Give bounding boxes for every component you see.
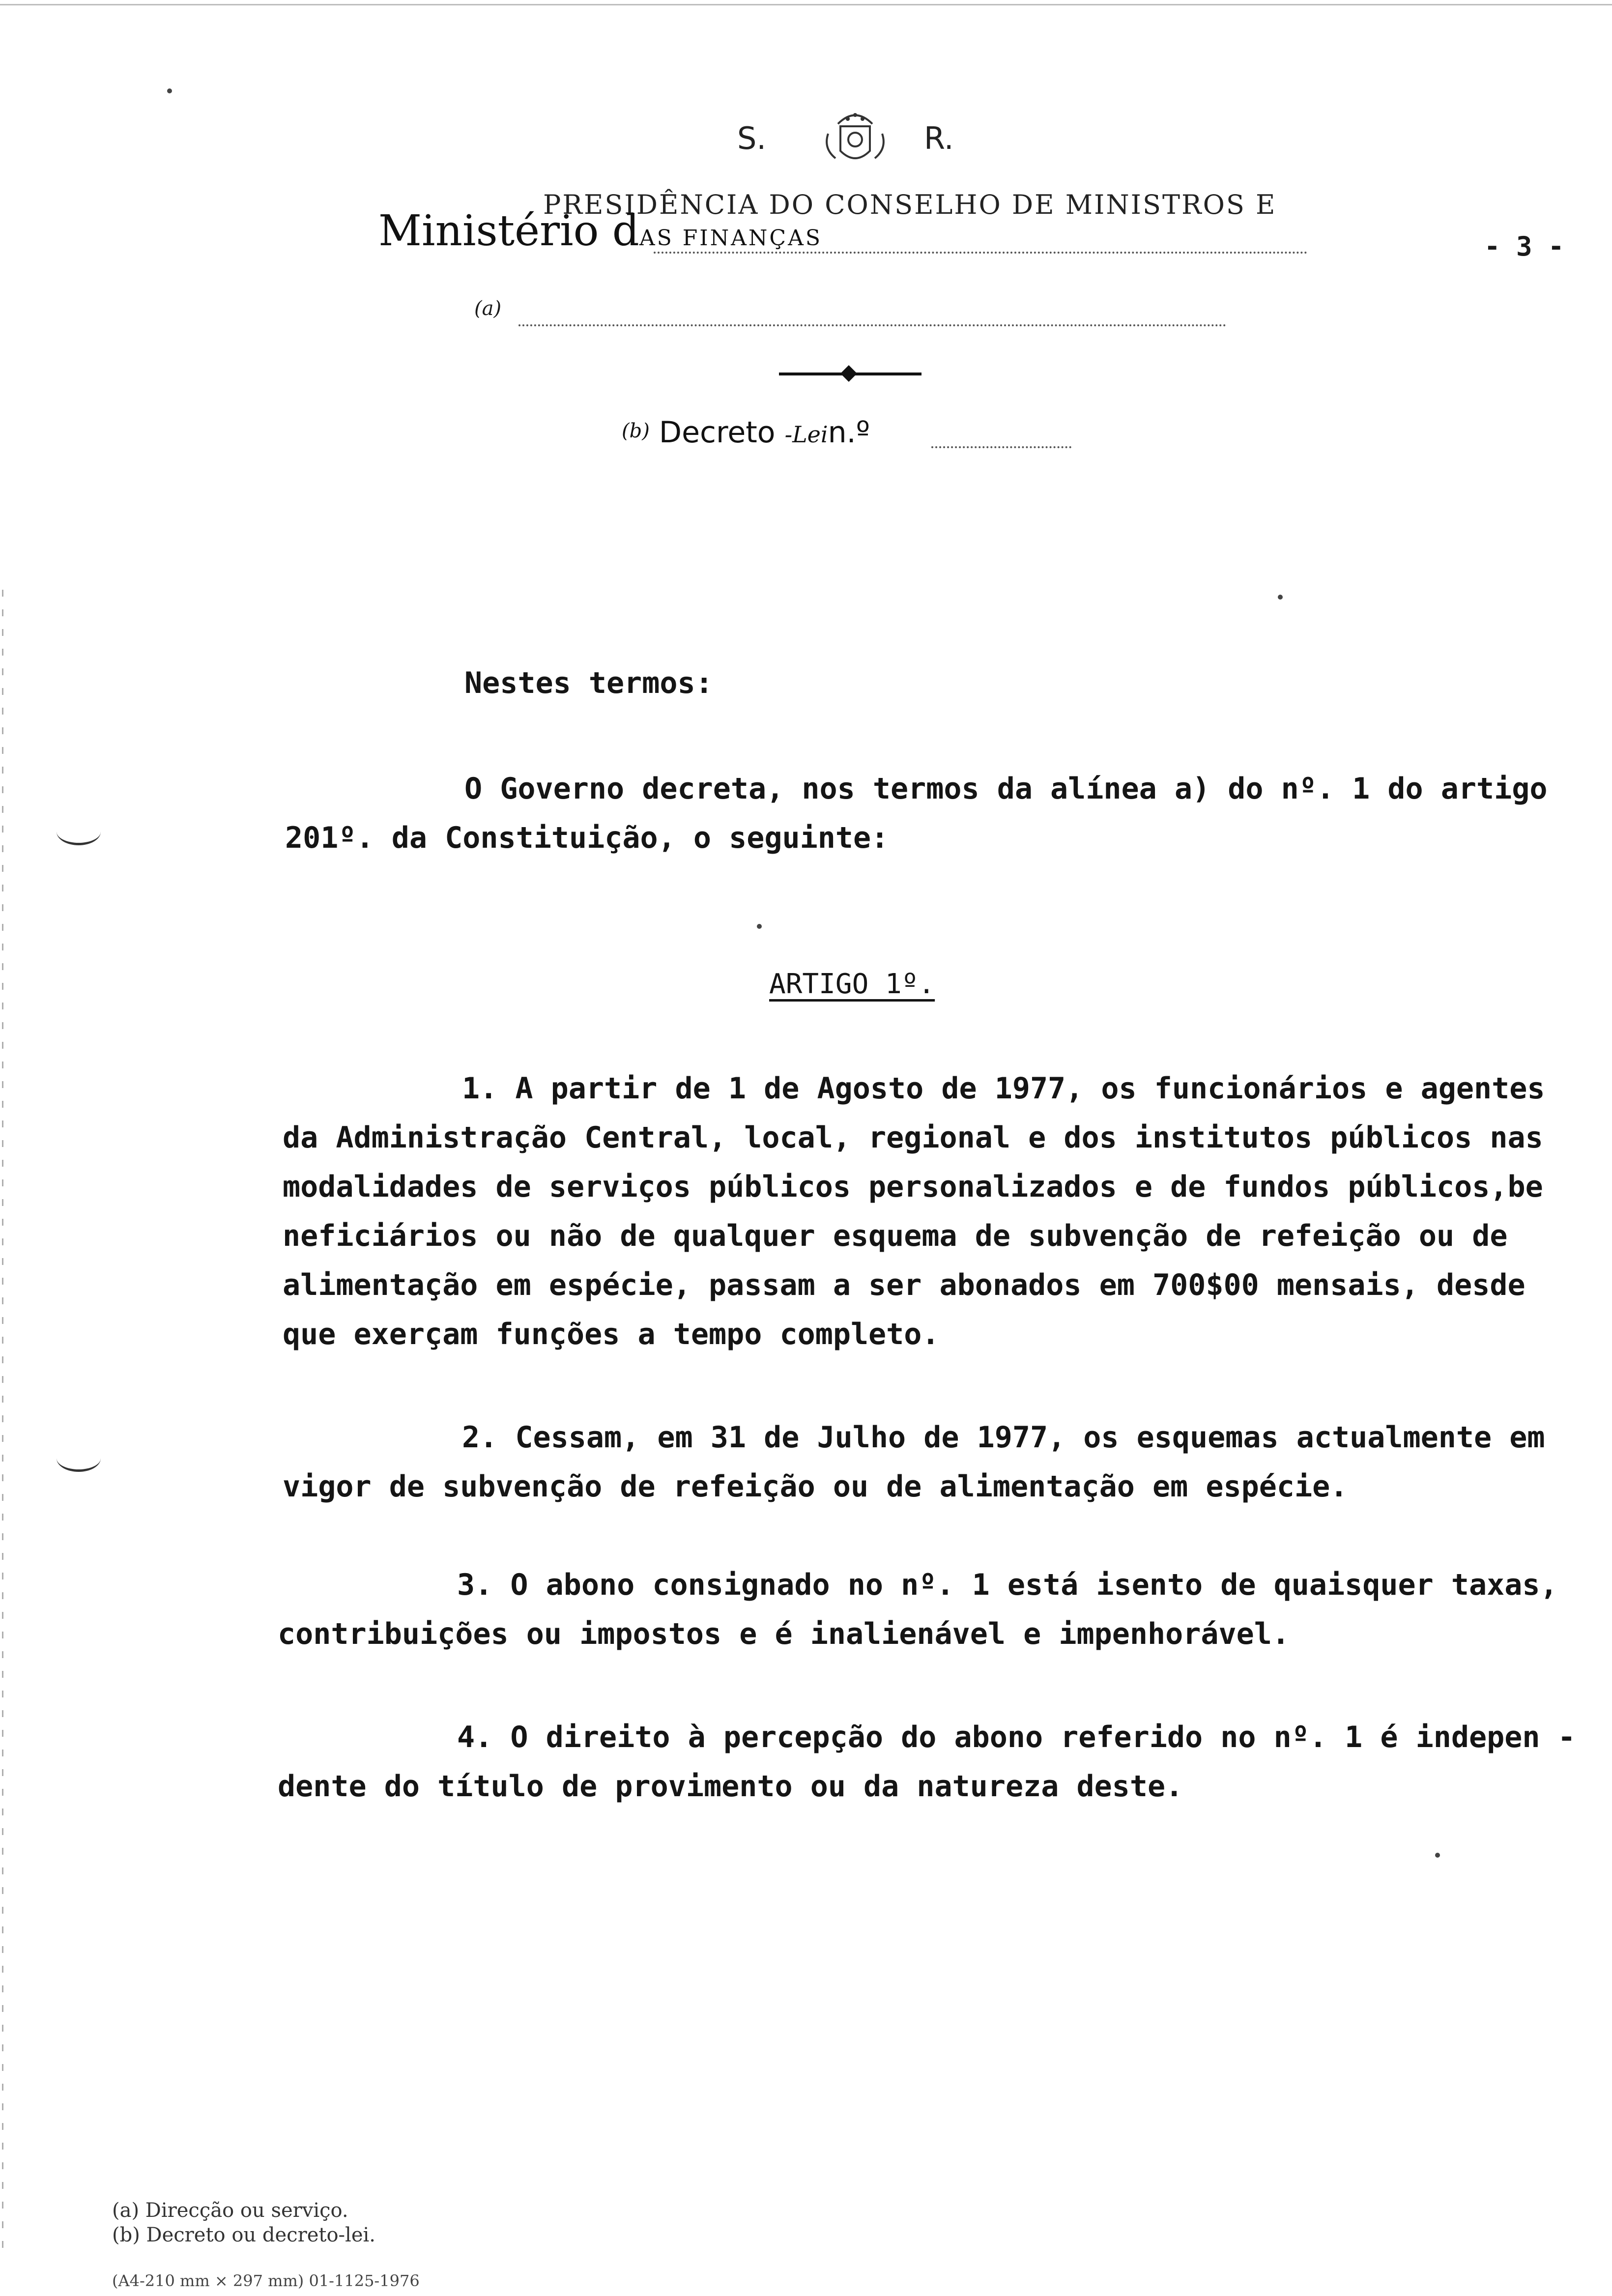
presidencia-line: PRESIDÊNCIA DO CONSELHO DE MINISTROS E <box>543 189 1277 220</box>
ministerio-prefix: Ministério d <box>378 206 639 256</box>
scan-speck <box>757 924 762 929</box>
p3-line-1: 3. O abono consignado no nº. 1 está isento de quaisquer taxas, <box>457 1568 1558 1602</box>
p1-line-5: alimentação em espécie, passam a ser abonados em 700$00 mensais, desde <box>283 1268 1526 1302</box>
margin-punch-mark <box>57 818 101 845</box>
print-code: (A4-210 mm × 297 mm) 01-1125-1976 <box>112 2271 420 2290</box>
p3-line-2: contribuições ou impostos e é inalienável e impenhorável. <box>278 1617 1290 1651</box>
margin-punch-mark <box>57 1445 101 1472</box>
left-scan-edge <box>2 590 3 2261</box>
s-letter: S. <box>737 120 767 156</box>
coat-of-arms-seal-icon <box>818 104 892 168</box>
p1-line-3: modalidades de serviços públicos personalizados e de fundos públicos,be <box>283 1170 1543 1204</box>
r-letter: R. <box>924 120 954 156</box>
scan-speck <box>167 88 172 93</box>
p1-line-6: que exerçam funções a tempo completo. <box>283 1317 940 1351</box>
decreto-dotted-line <box>931 446 1071 448</box>
label-a-dotted-line <box>518 324 1226 326</box>
ministerio-dotted-line <box>654 252 1307 254</box>
decreto-label-b: (b) <box>622 420 650 442</box>
intro-text: Nestes termos: <box>464 666 713 700</box>
label-a: (a) <box>474 297 502 320</box>
scan-speck <box>1278 595 1283 600</box>
divider-diamond <box>840 365 857 382</box>
decreto-no: n.º <box>828 415 870 450</box>
top-edge-rule <box>0 4 1612 5</box>
footnote-b: (b) Decreto ou decreto-lei. <box>112 2224 376 2246</box>
ministerio-title <box>378 206 822 256</box>
p4-line-1: 4. O direito à percepção do abono referido no nº. 1 é indepen - <box>457 1720 1576 1754</box>
p4-line-2: dente do título de provimento ou da natureza deste. <box>278 1769 1183 1804</box>
gov-line-2: 201º. da Constituição, o seguinte: <box>285 821 889 855</box>
p2-line-2: vigor de subvenção de refeição ou de alimentação em espécie. <box>283 1469 1348 1504</box>
p2-line-1: 2. Cessam, em 31 de Julho de 1977, os esquemas actualmente em <box>462 1420 1545 1455</box>
decreto-word: Decreto <box>659 415 776 450</box>
p1-line-4: neficiários ou não de qualquer esquema de subvenção de refeição ou de <box>283 1219 1508 1253</box>
scan-speck <box>1435 1853 1440 1858</box>
p1-line-1: 1. A partir de 1 de Agosto de 1977, os funcionários e agentes <box>462 1071 1545 1106</box>
artigo-title: ARTIGO 1º. <box>769 968 935 1000</box>
decreto-lei: -Lei <box>784 421 828 448</box>
p1-line-2: da Administração Central, local, regional e dos institutos públicos nas <box>283 1120 1543 1155</box>
decreto-line <box>622 415 870 450</box>
gov-line-1: O Governo decreta, nos termos da alínea a) do nº. 1 do artigo <box>464 772 1548 806</box>
page-number: - 3 - <box>1484 231 1564 262</box>
footnote-a: (a) Direcção ou serviço. <box>112 2199 348 2222</box>
ministerio-suffix: AS FINANÇAS <box>639 226 823 251</box>
